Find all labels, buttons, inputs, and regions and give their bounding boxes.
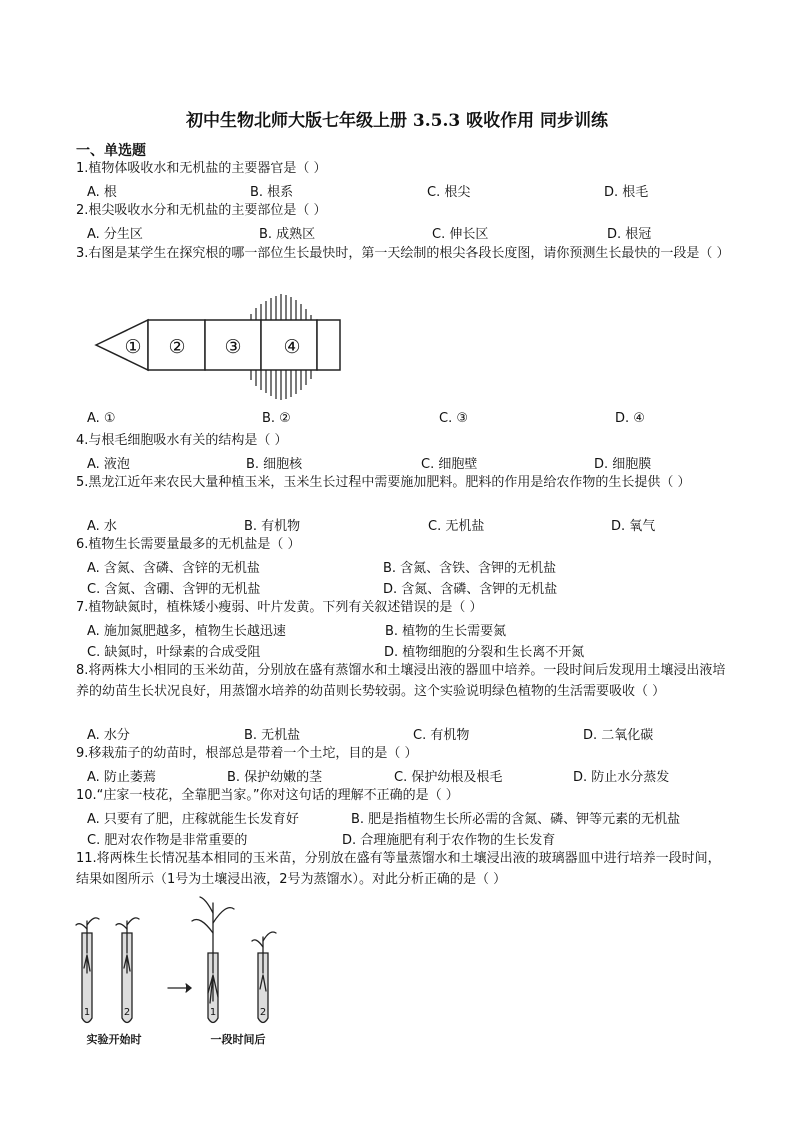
q5-option-c[interactable]: C. 无机盐: [428, 519, 485, 534]
question-2-stem: 2.根尖吸收水分和无机盐的主要部位是（ ）: [76, 203, 327, 218]
q8-option-b[interactable]: B. 无机盐: [244, 728, 301, 743]
q2-option-c[interactable]: C. 伸长区: [432, 227, 489, 242]
root-segment-label-2: ②: [168, 336, 186, 358]
q9-option-b[interactable]: B. 保护幼嫩的茎: [227, 770, 323, 785]
question-8-stem: 8.将两株大小相同的玉米幼苗，分别放在盛有蒸馏水和土壤浸出液的器皿中培养。一段时间后发现用土壤浸出液培养的幼苗生长状况良好，用蒸馏水培养的幼苗则长势较弱。这个实验说明绿色植物的生活需要吸收（ ）: [76, 663, 726, 699]
root-segment-label-4: ④: [283, 336, 301, 358]
q4-option-a[interactable]: A. 液泡: [87, 457, 130, 472]
q10-option-d[interactable]: D. 合理施肥有利于农作物的生长发育: [342, 833, 556, 848]
tube-number-2-start: 2: [123, 1007, 131, 1018]
q3-option-b[interactable]: B. ②: [262, 411, 291, 426]
q1-option-c[interactable]: C. 根尖: [427, 185, 471, 200]
q2-option-b[interactable]: B. 成熟区: [259, 227, 316, 242]
q5-option-a[interactable]: A. 水: [87, 519, 117, 534]
q9-option-a[interactable]: A. 防止萎蔫: [87, 770, 156, 785]
q4-option-c[interactable]: C. 细胞壁: [421, 457, 478, 472]
tube-number-1-after: 1: [209, 1007, 217, 1018]
question-4-stem: 4.与根毛细胞吸水有关的结构是（ ）: [76, 433, 288, 448]
question-7-stem: 7.植物缺氮时，植株矮小瘦弱、叶片发黄。下列有关叙述错误的是（ ）: [76, 600, 483, 615]
q4-option-b[interactable]: B. 细胞核: [246, 457, 303, 472]
q6-option-d[interactable]: D. 含氮、含磷、含钾的无机盐: [383, 582, 558, 597]
caption-after-period: 一段时间后: [210, 1033, 266, 1046]
q2-option-a[interactable]: A. 分生区: [87, 227, 143, 242]
q1-option-b[interactable]: B. 根系: [250, 185, 294, 200]
q7-option-c[interactable]: C. 缺氮时，叶绿素的合成受阻: [87, 645, 261, 660]
q3-option-d[interactable]: D. ④: [615, 411, 645, 426]
q3-option-a[interactable]: A. ①: [87, 411, 116, 426]
q4-option-d[interactable]: D. 细胞膜: [594, 457, 652, 472]
question-10-stem: 10.“庄家一枝花，全靠肥当家。”你对这句话的理解不正确的是（ ）: [76, 788, 459, 803]
caption-experiment-start: 实验开始时: [86, 1033, 142, 1046]
q7-option-d[interactable]: D. 植物细胞的分裂和生长离不开氮: [384, 645, 585, 660]
q10-option-b[interactable]: B. 肥是指植物生长所必需的含氮、磷、钾等元素的无机盐: [351, 812, 681, 827]
q2-option-d[interactable]: D. 根冠: [607, 227, 652, 242]
q6-option-a[interactable]: A. 含氮、含磷、含锌的无机盐: [87, 561, 260, 576]
q10-option-a[interactable]: A. 只要有了肥，庄稼就能生长发育好: [87, 812, 299, 827]
question-1-stem: 1.植物体吸收水和无机盐的主要器官是（ ）: [76, 161, 327, 176]
q9-option-d[interactable]: D. 防止水分蒸发: [573, 770, 670, 785]
question-11-stem: 11.将两株生长情况基本相同的玉米苗，分别放在盛有等量蒸馏水和土壤浸出液的玻璃器皿中进行培养一段时间，结果如图所示（1号为土壤浸出液，2号为蒸馏水）。对此分析正确的是（ ）: [76, 851, 721, 887]
tube-number-1-start: 1: [83, 1007, 91, 1018]
q3-option-c[interactable]: C. ③: [439, 411, 468, 426]
q6-option-b[interactable]: B. 含氮、含铁、含钾的无机盐: [383, 561, 557, 576]
root-segment-label-1: ①: [124, 336, 142, 358]
q9-option-c[interactable]: C. 保护幼根及根毛: [394, 770, 503, 785]
question-6-stem: 6.植物生长需要量最多的无机盐是（ ）: [76, 537, 301, 552]
question-9-stem: 9.移栽茄子的幼苗时，根部总是带着一个土坨，目的是（ ）: [76, 746, 418, 761]
q5-option-d[interactable]: D. 氧气: [611, 519, 656, 534]
root-tip-diagram: [88, 292, 348, 404]
section-heading: 一、单选题: [76, 143, 146, 159]
seedling-tube-diagram: [72, 893, 287, 1048]
tube-number-2-after: 2: [259, 1007, 267, 1018]
q1-option-a[interactable]: A. 根: [87, 185, 117, 200]
q6-option-c[interactable]: C. 含氮、含硼、含钾的无机盐: [87, 582, 261, 597]
q7-option-a[interactable]: A. 施加氮肥越多，植物生长越迅速: [87, 624, 286, 639]
root-segment-label-3: ③: [224, 336, 242, 358]
q10-option-c[interactable]: C. 肥对农作物是非常重要的: [87, 833, 248, 848]
q8-option-c[interactable]: C. 有机物: [413, 728, 470, 743]
q5-option-b[interactable]: B. 有机物: [244, 519, 301, 534]
q8-option-a[interactable]: A. 水分: [87, 728, 130, 743]
q8-option-d[interactable]: D. 二氧化碳: [583, 728, 654, 743]
question-5-stem: 5.黑龙江近年来农民大量种植玉米，玉米生长过程中需要施加肥料。肥料的作用是给农作物的生长提供（ ）: [76, 475, 691, 490]
q1-option-d[interactable]: D. 根毛: [604, 185, 649, 200]
page-title: 初中生物北师大版七年级上册 3.5.3 吸收作用 同步训练: [185, 111, 609, 131]
question-3-stem: 3.右图是某学生在探究根的哪一部位生长最快时，第一天绘制的根尖各段长度图，请你预测生长最快的一段是（ ）: [76, 246, 730, 261]
q7-option-b[interactable]: B. 植物的生长需要氮: [385, 624, 507, 639]
